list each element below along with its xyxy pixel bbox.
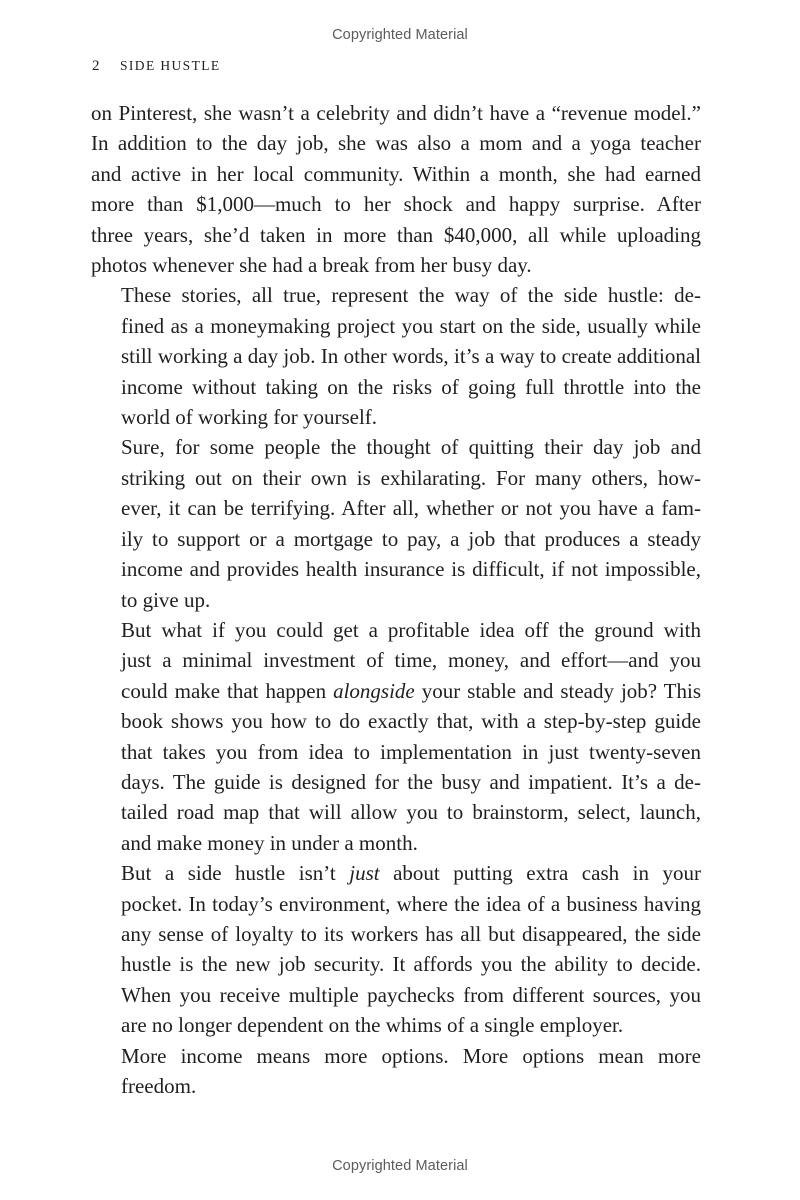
body-text: [91, 98, 701, 1101]
text-line: [91, 98, 701, 128]
text-line: [91, 159, 701, 189]
text-run: more than $1,000—much to her shock and happy surprise. After: [91, 192, 701, 217]
text-run: about putting extra cash in your: [379, 861, 701, 886]
text-line: [91, 949, 701, 979]
paragraph: [91, 858, 701, 1040]
text-line: [91, 645, 701, 675]
text-run: freedom.: [121, 1074, 197, 1098]
text-line: [91, 341, 701, 371]
text-run: ily to support or a mortgage to pay, a job that produces a steady: [121, 526, 701, 551]
text-line: [91, 585, 701, 615]
text-line: [91, 1010, 701, 1040]
text-run: three years, she’d taken in more than $40,000, all while uploading: [91, 222, 701, 247]
text-run: book shows you how to do exactly that, with a step-by-step guide: [121, 709, 701, 734]
text-line: [91, 706, 701, 736]
text-run: to give up.: [121, 587, 211, 612]
text-line: [91, 189, 701, 219]
text-line: [91, 676, 701, 706]
running-head: [92, 58, 221, 75]
text-run: your stable and steady job? This: [414, 678, 702, 703]
text-run: photos whenever she had a break from her busy day.: [91, 253, 532, 278]
paragraph: [91, 280, 701, 432]
text-line: [91, 280, 701, 310]
text-line: [91, 980, 701, 1010]
text-run: fined as a moneymaking project you start on the side, usually while: [121, 313, 701, 338]
text-line: [91, 311, 701, 341]
text-line: [91, 797, 701, 827]
text-run: just a minimal investment of time, money, and effort—and you: [121, 648, 701, 673]
copyright-watermark-top: Copyrighted Material: [332, 27, 468, 43]
copyright-watermark-bottom: Copyrighted Material: [332, 1158, 468, 1174]
paragraph: [91, 98, 701, 280]
text-line: [91, 128, 701, 158]
text-line: [91, 432, 701, 462]
running-head-title: SIDE HUSTLE: [120, 58, 221, 73]
text-run: income without taking on the risks of going full throttle into the: [121, 374, 701, 399]
text-line: [91, 828, 701, 858]
text-line: [91, 554, 701, 584]
text-run: But what if you could get a profitable idea off the ground with: [121, 617, 701, 642]
text-line: [91, 220, 701, 250]
italic-emphasis: alongside: [333, 678, 415, 703]
text-run: tailed road map that will allow you to brainstorm, select, launch,: [121, 800, 701, 825]
text-run: days. The guide is designed for the busy and impatient. It’s a de-: [121, 769, 701, 794]
italic-emphasis: just: [349, 861, 380, 886]
page-number: 2: [92, 58, 100, 74]
text-line: [91, 1041, 701, 1071]
text-run: pocket. In today’s environment, where the idea of a business having: [121, 891, 701, 916]
text-run: still working a day job. In other words, it’s a way to create additional: [121, 344, 701, 369]
text-run: are no longer dependent on the whims of a single employer.: [121, 1013, 624, 1038]
text-run: striking out on their own is exhilarating. For many others, how-: [121, 465, 701, 490]
text-run: could make that happen: [121, 678, 334, 703]
text-run: world of working for yourself.: [121, 405, 378, 430]
paragraph: [91, 1041, 701, 1102]
text-run: that takes you from idea to implementation in just twenty-seven: [121, 739, 701, 764]
text-run: More income means more options. More options mean more: [121, 1043, 701, 1068]
text-run: on Pinterest, she wasn’t a celebrity and didn’t have a “revenue model.”: [91, 101, 701, 125]
text-run: income and provides health insurance is difficult, if not impossible,: [121, 557, 701, 582]
paragraph: [91, 432, 701, 614]
text-run: and make money in under a month.: [121, 830, 418, 855]
text-line: [91, 1071, 701, 1101]
text-line: [91, 919, 701, 949]
text-run: ever, it can be terrifying. After all, whether or not you have a fam-: [121, 496, 701, 521]
text-line: [91, 858, 701, 888]
text-run: In addition to the day job, she was also a mom and a yoga teacher: [91, 131, 701, 156]
text-line: [91, 889, 701, 919]
text-line: [91, 463, 701, 493]
text-run: any sense of loyalty to its workers has all but disappeared, the side: [121, 921, 701, 946]
text-line: [91, 493, 701, 523]
text-run: But a side hustle isn’t: [121, 861, 350, 886]
text-line: [91, 737, 701, 767]
text-run: When you receive multiple paychecks from different sources, you: [121, 982, 701, 1007]
text-run: These stories, all true, represent the way of the side hustle: de-: [121, 283, 701, 308]
text-line: [91, 615, 701, 645]
text-run: and active in her local community. Within a month, she had earned: [91, 161, 701, 186]
text-line: [91, 372, 701, 402]
text-line: [91, 767, 701, 797]
text-run: Sure, for some people the thought of quitting their day job and: [121, 435, 701, 460]
text-run: hustle is the new job security. It affords you the ability to decide.: [121, 952, 701, 977]
paragraph: [91, 615, 701, 858]
text-line: [91, 524, 701, 554]
text-line: [91, 250, 701, 280]
text-line: [91, 402, 701, 432]
